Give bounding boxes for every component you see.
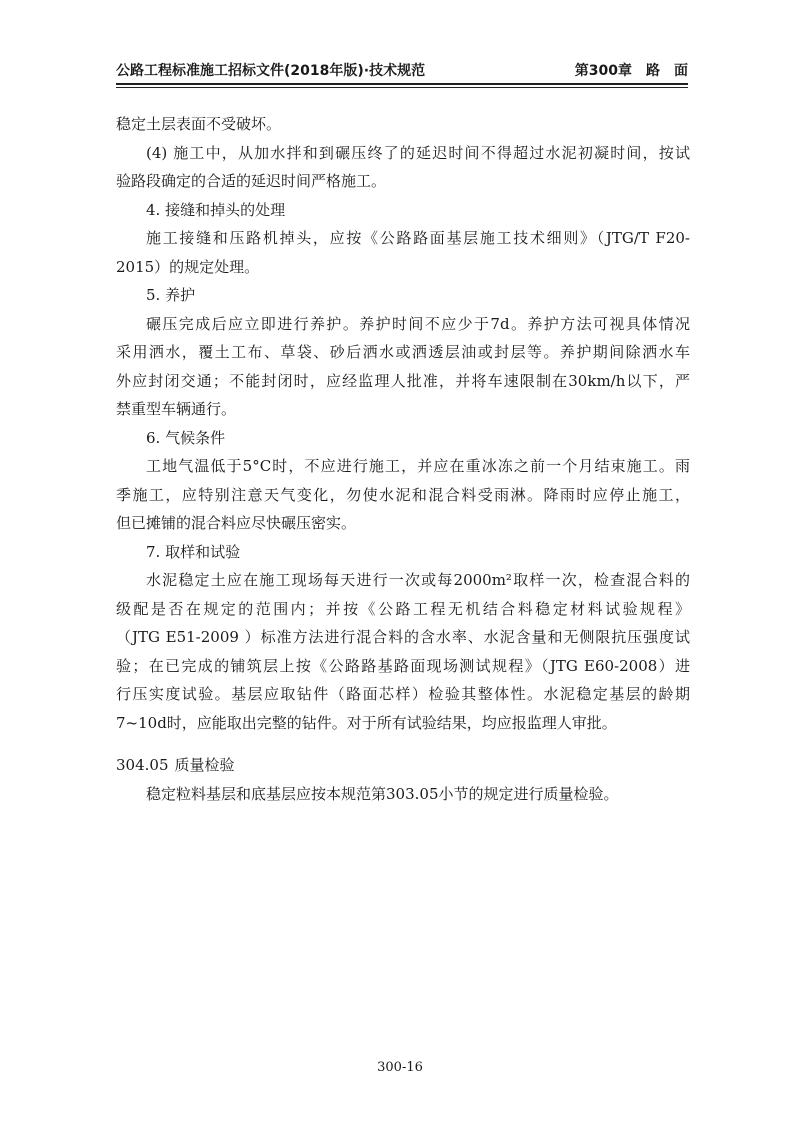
body-line: (4) 施工中，从加水拌和到碾压终了的延迟时间不得超过水泥初凝时间，按试 (146, 143, 690, 162)
body-line: 水泥稳定土应在施工现场每天进行一次或每2000m²取样一次，检查混合料的 (146, 571, 690, 589)
body-line: 季施工，应特别注意天气变化，勿使水泥和混合料受雨淋。降雨时应停止施工， (116, 485, 690, 504)
body-line: 验路段确定的合适的延迟时间严格施工。 (116, 172, 387, 190)
body-text (116, 110, 690, 737)
body-line: 稳定土层表面不受破坏。 (116, 115, 282, 133)
running-header (116, 56, 688, 82)
body-line: 6. 气候条件 (146, 428, 226, 447)
page-number: 300-16 (377, 1060, 423, 1075)
body-line: 行压实度试验。基层应取钻件（路面芯样）检验其整体性。水泥稳定基层的龄期 (116, 685, 690, 703)
body-line: 工地气温低于5°C时，不应进行施工，并应在重冰冻之前一个月结束施工。雨 (146, 457, 690, 475)
body-line: 碾压完成后应立即进行养护。养护时间不应少于7d。养护方法可视具体情况 (146, 314, 690, 333)
header-rule-thick (116, 83, 688, 85)
body-line: 7. 取样和试验 (146, 542, 241, 561)
page-body (116, 110, 690, 808)
body-line: 级配是否在规定的范围内；并按《公路工程无机结合料稳定材料试验规程》 (116, 599, 690, 618)
body-line: 采用洒水，覆土工布、草袋、砂后洒水或洒透层油或封层等。养护期间除洒水车 (116, 343, 690, 361)
section-number: 304.05 (116, 756, 169, 774)
section-heading (116, 751, 690, 780)
body-line: 外应封闭交通；不能封闭时，应经监理人批准，并将车速限制在30km/h以下，严 (116, 371, 690, 390)
body-line: 7~10d时，应能取出完整的钻件。对于所有试验结果，均应报监理人审批。 (116, 713, 617, 732)
body-line: （JTG E51-2009 ）标准方法进行混合料的含水率、水泥含量和无侧限抗压强度试 (116, 628, 690, 646)
section-title: 质量检验 (174, 756, 235, 774)
header-chapter-title: 第300章 路 面 (574, 63, 688, 79)
header-document-title: 公路工程标准施工招标文件(2018年版)·技术规范 (116, 63, 426, 79)
body-line: 施工接缝和压路机掉头，应按《公路路面基层施工技术细则》（JTG/T F20- (146, 229, 690, 247)
body-line: 验；在已完成的铺筑层上按《公路路基路面现场测试规程》（JTG E60-2008）进 (116, 656, 690, 675)
body-line: 5. 养护 (146, 286, 196, 304)
section-paragraph: 稳定粒料基层和底基层应按本规范第303.05小节的规定进行质量检验。 (146, 784, 619, 803)
header-rule-thin (116, 87, 688, 88)
body-line: 2015）的规定处理。 (116, 257, 260, 276)
section-spacer (116, 737, 690, 751)
body-line: 禁重型车辆通行。 (116, 400, 237, 418)
body-line: 4. 接缝和掉头的处理 (146, 200, 286, 219)
body-line: 但已摊铺的混合料应尽快碾压密实。 (116, 514, 357, 532)
